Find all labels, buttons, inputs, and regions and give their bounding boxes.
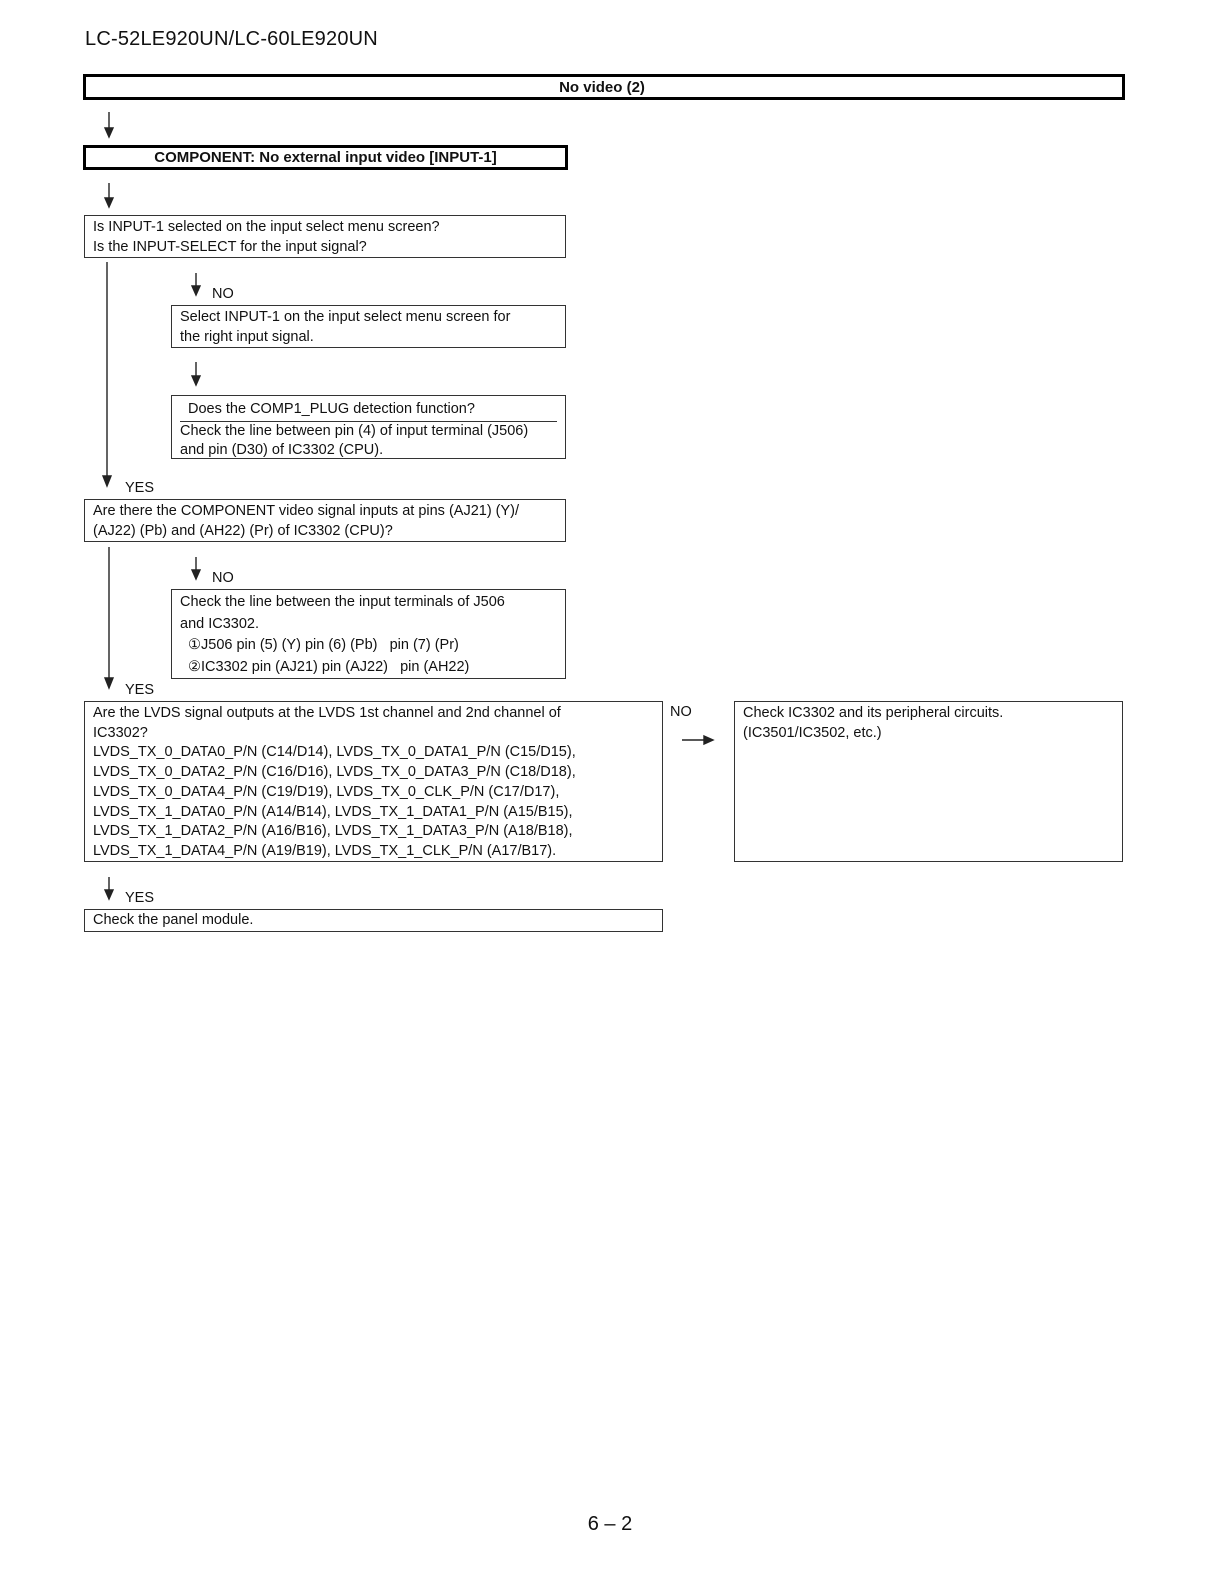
question-line: Does the COMP1_PLUG detection function? <box>180 398 557 422</box>
title-text: No video (2) <box>559 79 645 96</box>
arrow-head <box>105 198 113 207</box>
question-line: Is INPUT-1 selected on the input select menu screen? <box>93 219 440 235</box>
pin-list-ic3302: ②IC3302 pin (AJ21) pin (AJ22) pin (AH22) <box>188 658 470 675</box>
action-line: Check IC3302 and its peripheral circuits. <box>743 705 1004 721</box>
action-line: and pin (D30) of IC3302 (CPU). <box>180 442 384 458</box>
section-heading-text: COMPONENT: No external input video [INPUT-1] <box>154 149 497 166</box>
question-line: (AJ22) (Pb) and (AH22) (Pr) of IC3302 (CPU)? <box>93 522 393 539</box>
action-check-ic3302 <box>734 701 1123 862</box>
arrow-head <box>192 286 200 295</box>
arrow-head <box>105 128 113 137</box>
no-label: NO <box>670 704 692 720</box>
arrow-head <box>192 376 200 385</box>
lvds-signal-line: LVDS_TX_1_DATA2_P/N (A16/B16), LVDS_TX_1_DATA3_P/N (A18/B18), <box>93 823 573 840</box>
action-line: Check the panel module. <box>93 912 254 928</box>
yes-label: YES <box>125 480 155 496</box>
lvds-signal-line: LVDS_TX_1_DATA0_P/N (A14/B14), LVDS_TX_1_DATA1_P/N (A15/B15), <box>93 803 573 820</box>
lvds-signal-line: LVDS_TX_0_DATA4_P/N (C19/D19), LVDS_TX_0_CLK_P/N (C17/D17), <box>93 783 560 800</box>
page-number: 6 – 2 <box>587 1513 633 1535</box>
flowchart-title <box>83 74 1125 100</box>
action-line: the right input signal. <box>180 328 314 345</box>
question-input-select <box>84 215 566 258</box>
arrow-head <box>704 736 713 744</box>
no-label: NO <box>212 286 234 302</box>
action-check-j506-line <box>171 589 566 679</box>
action-line: Check the line between the input terminals of J506 <box>180 594 505 610</box>
action-select-input <box>171 305 566 348</box>
question-comp1-plug <box>171 395 566 459</box>
model-header: LC-52LE920UN/LC-60LE920UN <box>85 28 378 50</box>
section-heading <box>83 145 568 170</box>
yes-label: YES <box>125 890 155 906</box>
action-check-panel <box>84 909 663 932</box>
arrow-head <box>105 890 113 899</box>
action-line: Check the line between pin (4) of input terminal (J506) <box>180 422 529 439</box>
question-line: Are the LVDS signal outputs at the LVDS 1st channel and 2nd channel of <box>93 705 561 721</box>
question-component-signal <box>84 499 566 542</box>
arrow-head <box>105 678 113 688</box>
lvds-signal-line: LVDS_TX_0_DATA2_P/N (C16/D16), LVDS_TX_0_DATA3_P/N (C18/D18), <box>93 764 576 781</box>
arrow-head <box>192 570 200 579</box>
action-line: (IC3501/IC3502, etc.) <box>743 724 882 741</box>
arrow-head <box>103 476 111 486</box>
question-line: IC3302? <box>93 724 148 741</box>
pin-list-j506: ①J506 pin (5) (Y) pin (6) (Pb) pin (7) (Pr) <box>188 637 459 653</box>
lvds-signal-line: LVDS_TX_0_DATA0_P/N (C14/D14), LVDS_TX_0_DATA1_P/N (C15/D15), <box>93 744 576 761</box>
yes-label: YES <box>125 682 155 698</box>
question-line: Is the INPUT-SELECT for the input signal? <box>93 238 367 255</box>
action-line: and IC3302. <box>180 615 260 632</box>
question-line: Are there the COMPONENT video signal inputs at pins (AJ21) (Y)/ <box>93 503 520 519</box>
no-label: NO <box>212 570 234 586</box>
lvds-signal-line: LVDS_TX_1_DATA4_P/N (A19/B19), LVDS_TX_1_CLK_P/N (A17/B17). <box>93 842 557 859</box>
question-lvds-outputs <box>84 701 663 862</box>
action-line: Select INPUT-1 on the input select menu screen for <box>180 309 511 325</box>
